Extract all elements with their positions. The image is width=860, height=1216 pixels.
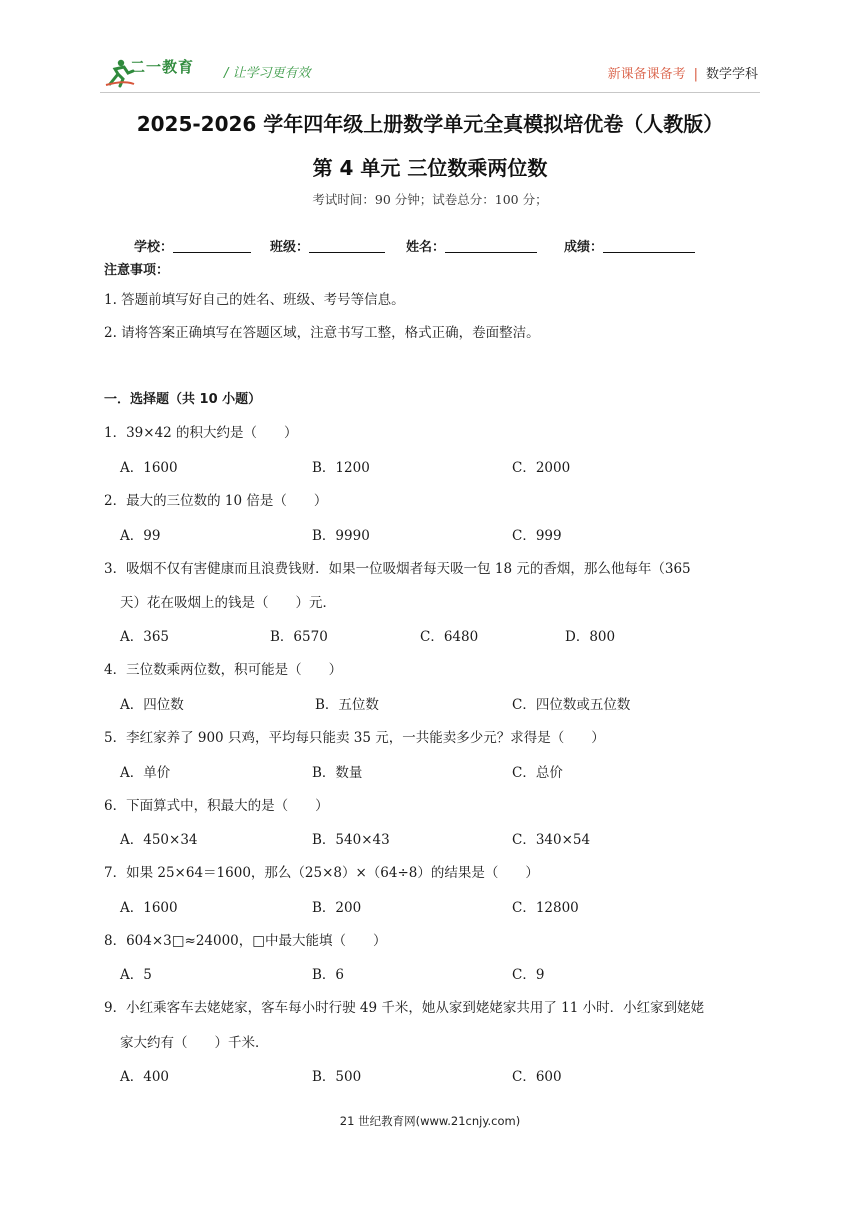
unit-title: 第 4 单元 三位数乘两位数	[312, 156, 548, 180]
question-2-stem: 2．最大的三位数的 10 倍是（ ）	[104, 493, 328, 509]
page-header	[100, 52, 760, 92]
question-9-option-a[interactable]: A．400	[120, 1069, 170, 1085]
question-3-stem-continued: 天）花在吸烟上的钱是（ ）元．	[120, 595, 336, 611]
question-6-option-b[interactable]: B．540×43	[312, 832, 390, 848]
class-label: 班级：	[270, 240, 310, 255]
header-subject-label: 数学学科	[705, 67, 758, 82]
question-2-option-c[interactable]: C．999	[512, 528, 562, 544]
school-blank[interactable]	[173, 239, 251, 253]
slogan: / 让学习更有效	[224, 66, 311, 81]
page-footer: 21 世纪教育网(www.21cnjy.com)	[339, 1114, 521, 1128]
header-divider	[100, 92, 760, 93]
question-4-option-a[interactable]: A．四位数	[120, 697, 184, 713]
question-8-stem: 8．604×3□≈24000，□中最大能填（ ）	[104, 933, 387, 949]
question-9-option-b[interactable]: B．500	[312, 1069, 362, 1085]
question-1-option-a[interactable]: A．1600	[120, 460, 178, 476]
question-8-option-b[interactable]: B．6	[312, 967, 345, 983]
question-3-stem: 3．吸烟不仅有害健康而且浪费钱财．如果一位吸烟者每天吸一包 18 元的香烟，那么他每年（365	[104, 561, 691, 577]
question-8-option-a[interactable]: A．5	[120, 967, 152, 983]
class-field[interactable]	[270, 236, 385, 255]
question-3-option-c[interactable]: C．6480	[420, 629, 479, 645]
header-separator: |	[693, 67, 698, 82]
question-4-stem: 4．三位数乘两位数，积可能是（ ）	[104, 662, 343, 678]
header-tag: 新课备课备考	[607, 67, 686, 82]
question-5-option-b[interactable]: B．数量	[312, 765, 363, 781]
question-5-stem: 5．李红家养了 900 只鸡，平均每只能卖 35 元，一共能卖多少元？求得是（ ）	[104, 730, 605, 746]
question-8-option-c[interactable]: C．9	[512, 967, 545, 983]
exam-meta: 考试时间：90 分钟；试卷总分：100 分；	[312, 192, 548, 207]
question-7-option-b[interactable]: B．200	[312, 900, 362, 916]
question-1-option-c[interactable]: C．2000	[512, 460, 571, 476]
question-4-option-c[interactable]: C．四位数或五位数	[512, 697, 631, 713]
question-5-option-a[interactable]: A．单价	[120, 765, 171, 781]
question-9-stem-continued: 家大约有（ ）千米．	[120, 1035, 269, 1051]
question-9-stem: 9．小红乘客车去姥姥家，客车每小时行驶 49 千米，她从家到姥姥家共用了 11 小时．小红家到姥姥	[104, 1000, 705, 1016]
question-1-stem: 1．39×42 的积大约是（ ）	[104, 425, 298, 441]
question-3-option-b[interactable]: B．6570	[270, 629, 328, 645]
question-1-option-b[interactable]: B．1200	[312, 460, 370, 476]
question-4-option-b[interactable]: B．五位数	[315, 697, 379, 713]
question-2-option-b[interactable]: B．9990	[312, 528, 370, 544]
school-label: 学校：	[134, 240, 174, 255]
question-3-option-a[interactable]: A．365	[120, 629, 170, 645]
exam-title: 2025-2026 学年四年级上册数学单元全真模拟培优卷（人教版）	[136, 112, 724, 136]
question-7-option-a[interactable]: A．1600	[120, 900, 178, 916]
section-title: 一．选择题（共 10 小题）	[104, 392, 262, 407]
question-7-stem: 7．如果 25×64＝1600，那么（25×8）×（64÷8）的结果是（ ）	[104, 865, 539, 881]
question-9-option-c[interactable]: C．600	[512, 1069, 562, 1085]
notice-heading: 注意事项：	[104, 263, 170, 278]
class-blank[interactable]	[309, 239, 385, 253]
notice-item: 1. 答题前填写好自己的姓名、班级、考号等信息。	[104, 292, 405, 308]
name-blank[interactable]	[445, 239, 537, 253]
question-6-stem: 6．下面算式中，积最大的是（ ）	[104, 798, 329, 814]
name-field[interactable]	[406, 236, 537, 255]
name-label: 姓名：	[406, 240, 446, 255]
question-6-option-c[interactable]: C．340×54	[512, 832, 591, 848]
school-field[interactable]	[134, 236, 251, 255]
question-7-option-c[interactable]: C．12800	[512, 900, 579, 916]
question-6-option-a[interactable]: A．450×34	[120, 832, 198, 848]
question-2-option-a[interactable]: A．99	[120, 528, 161, 544]
notice-item: 2. 请将答案正确填写在答题区域，注意书写工整，格式正确，卷面整洁。	[104, 325, 540, 341]
logo-text: 二一教育	[130, 58, 195, 76]
question-5-option-c[interactable]: C．总价	[512, 765, 563, 781]
header-subject	[608, 63, 758, 82]
score-label: 成绩：	[564, 240, 604, 255]
question-3-option-d[interactable]: D．800	[565, 629, 616, 645]
score-field[interactable]	[564, 236, 695, 255]
score-blank[interactable]	[603, 239, 695, 253]
